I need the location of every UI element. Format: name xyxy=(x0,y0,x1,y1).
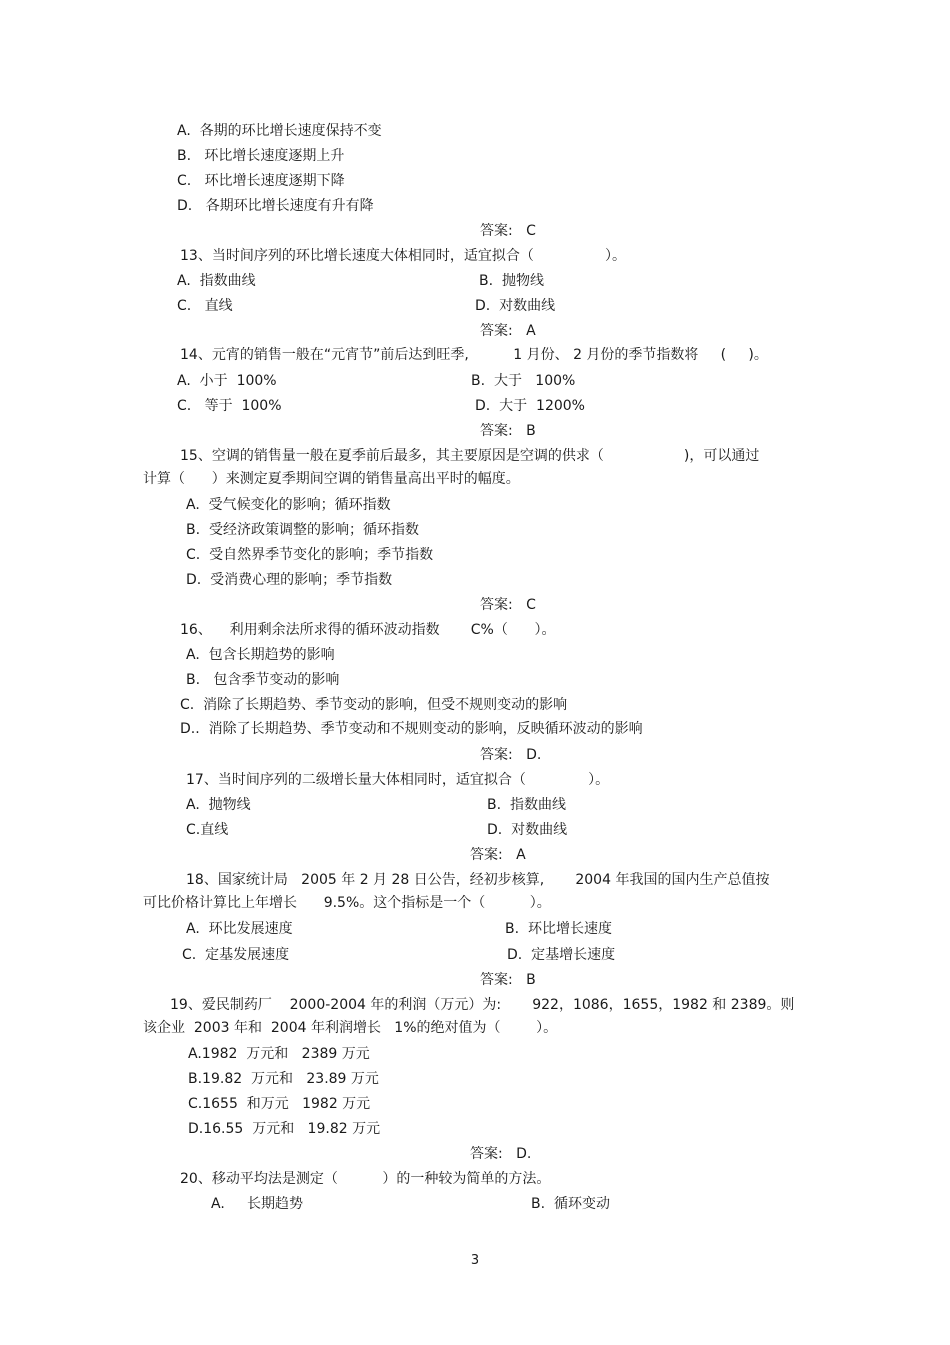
q16-opt-b: B. 包含季节变动的影响 xyxy=(186,672,340,688)
q19-opt-a: A.1982 万元和 2389 万元 xyxy=(188,1046,370,1062)
q17-opt-c: C.直线 xyxy=(186,822,229,838)
q13-answer: 答案: A xyxy=(480,323,536,339)
q18-stem-1: 18、国家统计局 2005 年 2 月 28 日公告，经初步核算, 2004 年我国的国内生产总值按 xyxy=(186,872,770,888)
q14-opt-a: A. 小于 100% xyxy=(177,373,277,389)
q20-opt-b: B. 循环变动 xyxy=(531,1196,610,1212)
q19-answer: 答案: D. xyxy=(470,1146,532,1162)
q17-answer: 答案: A xyxy=(470,847,526,863)
q15-opt-a: A. 受气候变化的影响；循环指数 xyxy=(186,497,391,513)
q16-stem: 16、 利用剩余法所求得的循环波动指数 C%（ ）。 xyxy=(180,622,556,638)
q12-opt-d: D. 各期环比增长速度有升有降 xyxy=(177,198,374,214)
q14-opt-c: C. 等于 100% xyxy=(177,398,282,414)
page-number: 3 xyxy=(470,1253,480,1268)
q17-opt-b: B. 指数曲线 xyxy=(487,797,566,813)
q18-opt-c: C. 定基发展速度 xyxy=(182,947,290,963)
q20-opt-a: A. 长期趋势 xyxy=(211,1196,304,1212)
q12-opt-b: B. 环比增长速度逐期上升 xyxy=(177,148,345,164)
q13-opt-a: A. 指数曲线 xyxy=(177,273,256,289)
q13-opt-d: D. 对数曲线 xyxy=(475,298,556,314)
q17-stem: 17、当时间序列的二级增长量大体相同时，适宜拟合（ ）。 xyxy=(186,772,610,788)
q16-opt-a: A. 包含长期趋势的影响 xyxy=(186,647,335,663)
q13-opt-c: C. 直线 xyxy=(177,298,233,314)
q12-opt-a: A. 各期的环比增长速度保持不变 xyxy=(177,123,382,139)
q17-opt-a: A. 抛物线 xyxy=(186,797,251,813)
q18-opt-d: D. 定基增长速度 xyxy=(507,947,616,963)
q18-opt-b: B. 环比增长速度 xyxy=(505,921,612,937)
q16-opt-c: C. 消除了长期趋势、季节变动的影响，但受不规则变动的影响 xyxy=(180,697,568,713)
q16-answer: 答案: D. xyxy=(480,747,542,763)
q15-stem-1: 15、空调的销售量一般在夏季前后最多，其主要原因是空调的供求（ )，可以通过 xyxy=(180,448,760,464)
q19-opt-c: C.1655 和万元 1982 万元 xyxy=(188,1096,371,1112)
q15-stem-2: 计算（ ）来测定夏季期间空调的销售量高出平时的幅度。 xyxy=(143,471,520,487)
q19-opt-d: D.16.55 万元和 19.82 万元 xyxy=(188,1121,381,1137)
q12-answer: 答案: C xyxy=(480,223,536,239)
q19-stem-1: 19、爱民制药厂 2000-2004 年的利润（万元）为: 922，1086，1655，1982 和 2389。则 xyxy=(170,997,795,1013)
q18-opt-a: A. 环比发展速度 xyxy=(186,921,293,937)
q13-stem: 13、当时间序列的环比增长速度大体相同时，适宜拟合（ ）。 xyxy=(180,248,627,264)
q20-stem: 20、移动平均法是测定（ ）的一种较为简单的方法。 xyxy=(180,1171,551,1187)
q14-stem: 14、元宵的销售一般在“元宵节”前后达到旺季, 1 月份、 2 月份的季节指数将 ( )。 xyxy=(180,347,768,363)
q15-answer: 答案: C xyxy=(480,597,536,613)
q14-opt-d: D. 大于 1200% xyxy=(475,398,585,414)
q14-answer: 答案: B xyxy=(480,423,536,439)
q19-stem-2: 该企业 2003 年和 2004 年利润增长 1%的绝对值为（ ）。 xyxy=(143,1020,558,1036)
q16-opt-d: D.. 消除了长期趋势、季节变动和不规则变动的影响，反映循环波动的影响 xyxy=(180,721,643,737)
q19-opt-b: B.19.82 万元和 23.89 万元 xyxy=(188,1071,379,1087)
q12-opt-c: C. 环比增长速度逐期下降 xyxy=(177,173,345,189)
q15-opt-b: B. 受经济政策调整的影响；循环指数 xyxy=(186,522,419,538)
q15-opt-c: C. 受自然界季节变化的影响；季节指数 xyxy=(186,547,434,563)
q17-opt-d: D. 对数曲线 xyxy=(487,822,568,838)
q18-stem-2: 可比价格计算比上年增长 9.5%。这个指标是一个（ ）。 xyxy=(143,895,551,911)
q15-opt-d: D. 受消费心理的影响；季节指数 xyxy=(186,572,393,588)
q18-answer: 答案: B xyxy=(480,972,536,988)
q13-opt-b: B. 抛物线 xyxy=(479,273,544,289)
q14-opt-b: B. 大于 100% xyxy=(471,373,576,389)
